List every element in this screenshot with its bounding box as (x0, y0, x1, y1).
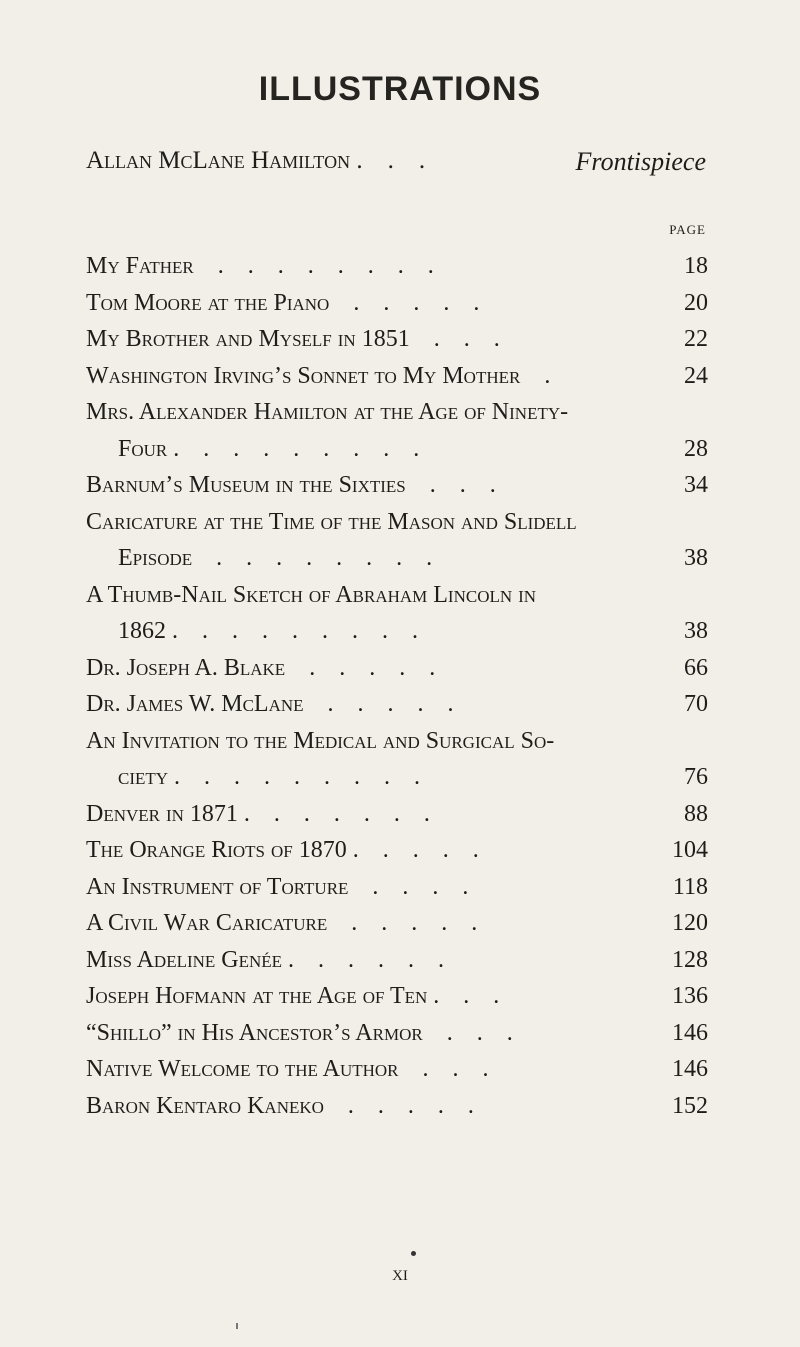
entry-title-line: Native Welcome to the Author . . . (86, 1056, 489, 1082)
entry-title-line: A Civil War Caricature . . . . . (86, 910, 478, 936)
frontispiece-page-ref: Frontispiece (575, 147, 706, 176)
entry-title-line: An Instrument of Torture . . . . (86, 873, 469, 900)
illustration-entry (86, 723, 708, 796)
entry-page-number: 152 (672, 1092, 708, 1119)
entry-title-line: A Thumb-Nail Sketch of Abraham Lincoln in (86, 581, 537, 608)
entry-title-line: Mrs. Alexander Hamilton at the Age of Ninety- (86, 399, 569, 425)
illustration-entry (86, 796, 708, 833)
frontispiece-label: Allan McLane Hamilton . . . (86, 147, 426, 174)
entry-page-number: 118 (672, 873, 708, 900)
illustration-entry (86, 942, 708, 979)
page-folio: xi (392, 1260, 408, 1285)
entry-title-line: Tom Moore at the Piano . . . . . (86, 289, 480, 316)
entry-title-line: The Orange Riots of 1870 . . . . . (86, 837, 479, 863)
illustration-entry (86, 1088, 708, 1125)
entry-title-line: Caricature at the Time of the Mason and Slidell (86, 508, 577, 535)
frontispiece-entry (86, 147, 706, 177)
entry-title-line: Dr. Joseph A. Blake . . . . . (86, 654, 436, 681)
entry-title-line: Dr. James W. McLane . . . . . (86, 691, 454, 717)
illustration-entry (86, 467, 708, 504)
entry-title-line: “Shillo” in His Ancestor’s Armor . . . (86, 1019, 513, 1046)
entry-page-number: 128 (672, 946, 708, 973)
illustration-entry (86, 1015, 708, 1052)
illustration-entry (86, 832, 708, 869)
illustration-entry (86, 905, 708, 942)
illustration-entry (86, 577, 708, 650)
entry-title-line: Barnum’s Museum in the Sixties . . . (86, 472, 496, 498)
entry-title-continuation: 1862 . . . . . . . . . (118, 618, 418, 644)
illustration-entry (86, 321, 708, 358)
illustration-entry (86, 869, 708, 906)
entry-page-number: 24 (684, 362, 708, 389)
entry-title-line: Miss Adeline Genée . . . . . . (86, 946, 445, 973)
entry-title-continuation: Four . . . . . . . . . (118, 435, 420, 462)
illustration-entry (86, 394, 708, 467)
illustration-entry (86, 358, 708, 395)
entry-page-number: 88 (684, 800, 708, 827)
entry-page-number: 38 (684, 545, 708, 571)
illustration-entry (86, 504, 708, 577)
entry-page-number: 104 (672, 837, 708, 863)
illustration-entry (86, 1051, 708, 1088)
entry-page-number: 70 (684, 691, 708, 717)
entry-title-line: My Father . . . . . . . . (86, 253, 434, 279)
entry-title-line: My Brother and Myself in 1851 . . . (86, 326, 500, 352)
entry-title-line: An Invitation to the Medical and Surgical So- (86, 727, 555, 754)
illustration-entry (86, 248, 708, 285)
ornament-dot (411, 1251, 416, 1256)
entry-page-number: 18 (684, 253, 708, 279)
page-column-header: PAGE (669, 222, 706, 237)
entry-page-number: 146 (672, 1056, 708, 1082)
entry-page-number: 34 (684, 472, 708, 498)
page-title: ILLUSTRATIONS (258, 70, 542, 108)
entry-title-line: Baron Kentaro Kaneko . . . . . (86, 1092, 474, 1119)
illustration-entry (86, 686, 708, 723)
entry-page-number: 20 (684, 289, 708, 316)
entry-title-continuation: ciety . . . . . . . . . (118, 764, 421, 790)
illustration-entry (86, 978, 708, 1015)
entry-page-number: 38 (684, 618, 708, 644)
entry-title-continuation: Episode . . . . . . . . (118, 545, 433, 571)
entry-page-number: 76 (684, 764, 708, 790)
entry-page-number: 120 (672, 910, 708, 936)
entry-page-number: 136 (672, 983, 708, 1009)
entry-page-number: 22 (684, 326, 708, 352)
entry-title-line: Joseph Hofmann at the Age of Ten . . . (86, 983, 500, 1009)
entry-page-number: 28 (684, 435, 708, 462)
entry-title-line: Washington Irving’s Sonnet to My Mother . (86, 362, 551, 389)
entry-page-number: 146 (672, 1019, 708, 1046)
illustrations-list (86, 248, 708, 1124)
illustration-entry (86, 285, 708, 322)
illustration-entry (86, 650, 708, 687)
paper-speck (236, 1323, 238, 1329)
entry-page-number: 66 (684, 654, 708, 681)
entry-title-line: Denver in 1871 . . . . . . . (86, 800, 430, 827)
